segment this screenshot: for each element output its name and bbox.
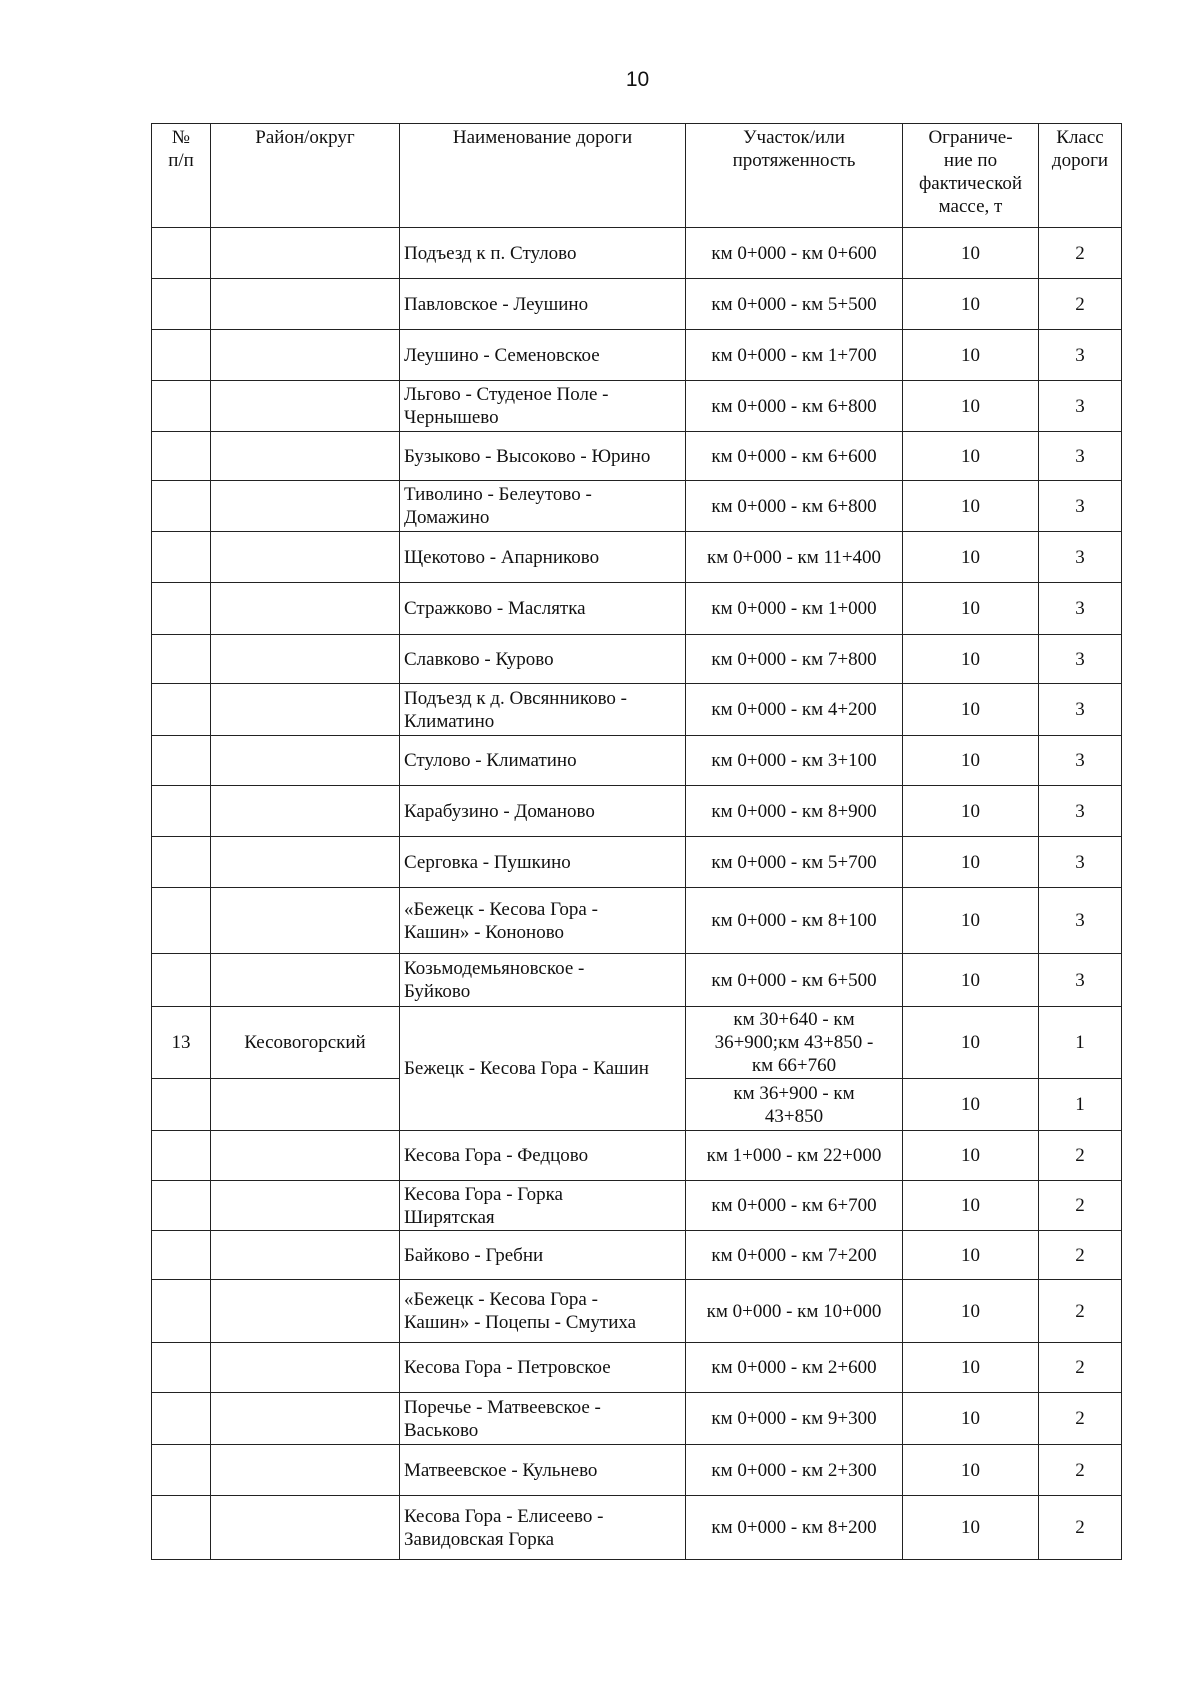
section-cell-line: км 0+000 - км 3+100 <box>711 750 877 771</box>
row-number-cell <box>152 954 211 1007</box>
road-name-cell-line: Серговка - Пушкино <box>404 851 571 873</box>
road-name-cell <box>400 684 686 736</box>
section-cell <box>686 1343 903 1393</box>
section-cell <box>686 279 903 330</box>
row-number-cell <box>152 786 211 837</box>
road-name-cell-line: Стражково - Маслятка <box>404 598 586 619</box>
district-cell <box>211 1231 400 1280</box>
row-number-cell <box>152 837 211 888</box>
table-row <box>152 228 1122 279</box>
header-district: Район/округ <box>211 124 400 228</box>
section-cell <box>686 1181 903 1231</box>
table-row <box>152 330 1122 381</box>
section-cell-line: км 0+000 - км 6+500 <box>711 969 877 991</box>
road-name-cell-line: Поречье - Матвеевское - <box>404 1396 601 1418</box>
section-cell <box>686 954 903 1007</box>
header-number-line: п/п <box>168 150 194 171</box>
header-road-name: Наименование дороги <box>400 124 686 228</box>
page-number: 10 <box>625 68 650 91</box>
district-cell <box>211 837 400 888</box>
road-class-cell: 3 <box>1039 432 1122 481</box>
district-cell <box>211 954 400 1007</box>
section-cell <box>686 583 903 635</box>
road-name-cell-line: Стулово - Климатино <box>404 750 577 771</box>
road-name-cell <box>400 532 686 583</box>
row-number-cell <box>152 279 211 330</box>
mass-limit-cell: 10 <box>903 583 1039 635</box>
row-number-cell <box>152 736 211 786</box>
header-limit <box>903 124 1039 228</box>
road-name-cell <box>400 1131 686 1181</box>
section-cell-line: км 0+000 - км 6+800 <box>711 495 877 517</box>
section-cell <box>686 837 903 888</box>
section-cell-line: км 0+000 - км 1+700 <box>711 344 877 366</box>
table-row <box>152 954 1122 1007</box>
table-row <box>152 837 1122 888</box>
section-cell-line: км 1+000 - км 22+000 <box>706 1145 882 1166</box>
header-limit-line: массе, т <box>938 196 1003 217</box>
table-row <box>152 1131 1122 1181</box>
table-row <box>152 481 1122 532</box>
row-number-cell <box>152 1393 211 1445</box>
road-class-cell: 2 <box>1039 1280 1122 1343</box>
header-class-line: Класс <box>1056 127 1104 148</box>
section-cell-line: км 36+900 - км <box>733 1082 855 1104</box>
road-class-cell: 3 <box>1039 381 1122 432</box>
road-name-cell <box>400 228 686 279</box>
district-cell <box>211 786 400 837</box>
road-class-cell: 2 <box>1039 279 1122 330</box>
mass-limit-cell: 10 <box>903 954 1039 1007</box>
district-cell <box>211 1280 400 1343</box>
road-class-cell: 2 <box>1039 1343 1122 1393</box>
section-cell <box>686 635 903 684</box>
mass-limit-cell: 10 <box>903 532 1039 583</box>
road-name-cell-line: Льгово - Студеное Поле - <box>404 384 609 405</box>
row-number-cell <box>152 583 211 635</box>
row-number-cell <box>152 1231 211 1280</box>
road-name-cell <box>400 330 686 381</box>
road-name-cell-line: Карабузино - Доманово <box>404 800 595 822</box>
row-number-cell <box>152 1181 211 1231</box>
section-cell-line: км 0+000 - км 1+000 <box>711 598 877 619</box>
road-name-cell-line: «Бежецк - Кесова Гора - <box>404 1289 598 1310</box>
road-name-cell <box>400 786 686 837</box>
section-cell-line: км 0+000 - км 4+200 <box>711 699 877 720</box>
section-cell-line: км 66+760 <box>751 1055 837 1076</box>
district-cell <box>211 1393 400 1445</box>
section-cell <box>686 1007 903 1079</box>
road-name-cell-line: Бежецк - Кесова Гора - Кашин <box>404 1058 649 1079</box>
header-section-line: протяженность <box>732 150 856 171</box>
district-cell: Кесовогорский <box>211 1007 400 1079</box>
road-class-cell: 3 <box>1039 684 1122 736</box>
roads-table <box>151 123 1122 1560</box>
section-cell <box>686 432 903 481</box>
header-limit-line: Ограниче- <box>928 127 1013 148</box>
road-name-cell-line: Матвеевское - Кульнево <box>404 1459 598 1481</box>
table-row <box>152 1393 1122 1445</box>
mass-limit-cell: 10 <box>903 837 1039 888</box>
section-cell <box>686 1496 903 1560</box>
district-cell <box>211 1496 400 1560</box>
road-name-cell <box>400 1445 686 1496</box>
district-cell <box>211 381 400 432</box>
district-cell <box>211 684 400 736</box>
district-cell <box>211 635 400 684</box>
header-section <box>686 124 903 228</box>
table-row <box>152 635 1122 684</box>
section-cell <box>686 532 903 583</box>
road-name-cell-line: Подъезд к д. Овсянниково - <box>404 687 627 709</box>
mass-limit-cell: 10 <box>903 228 1039 279</box>
mass-limit-cell: 10 <box>903 330 1039 381</box>
table-row <box>152 888 1122 954</box>
road-name-cell <box>400 279 686 330</box>
section-cell <box>686 228 903 279</box>
section-cell-line: км 0+000 - км 8+900 <box>711 800 877 822</box>
district-cell <box>211 583 400 635</box>
mass-limit-cell: 10 <box>903 888 1039 954</box>
road-name-cell-line: Климатино <box>404 710 495 732</box>
district-cell <box>211 1343 400 1393</box>
section-cell-line: км 0+000 - км 5+500 <box>711 293 877 315</box>
mass-limit-cell: 10 <box>903 432 1039 481</box>
road-name-cell-line: Кашин» - Поцепы - Смутиха <box>404 1312 637 1333</box>
row-number-cell <box>152 381 211 432</box>
road-name-cell-line: Леушино - Семеновское <box>404 344 600 366</box>
district-cell <box>211 888 400 954</box>
road-name-cell-line: Тиволино - Белеутово - <box>404 484 592 505</box>
district-cell <box>211 532 400 583</box>
row-number-cell <box>152 532 211 583</box>
table-row <box>152 583 1122 635</box>
road-name-cell <box>400 381 686 432</box>
road-class-cell: 1 <box>1039 1007 1122 1079</box>
mass-limit-cell: 10 <box>903 736 1039 786</box>
road-name-cell-line: Буйково <box>404 981 471 1002</box>
header-limit-line: ние по <box>943 150 998 171</box>
header-class-line: дороги <box>1051 150 1109 171</box>
header-section-line: Участок/или <box>743 127 845 148</box>
mass-limit-cell: 10 <box>903 1007 1039 1079</box>
section-cell <box>686 1280 903 1343</box>
mass-limit-cell: 10 <box>903 635 1039 684</box>
district-cell <box>211 1181 400 1231</box>
mass-limit-cell: 10 <box>903 1343 1039 1393</box>
row-number-cell <box>152 1496 211 1560</box>
table-row <box>152 432 1122 481</box>
road-name-cell <box>400 583 686 635</box>
section-cell-line: км 0+000 - км 11+400 <box>706 546 882 568</box>
road-name-cell-line: Кесова Гора - Елисеево - <box>404 1505 604 1527</box>
table-row <box>152 1181 1122 1231</box>
road-name-cell-line: Щекотово - Апарниково <box>404 546 600 568</box>
district-cell <box>211 279 400 330</box>
table-row <box>152 1231 1122 1280</box>
section-cell-line: км 0+000 - км 8+100 <box>711 910 877 931</box>
road-class-cell: 3 <box>1039 330 1122 381</box>
table-row <box>152 684 1122 736</box>
table-row <box>152 279 1122 330</box>
road-class-cell: 2 <box>1039 1496 1122 1560</box>
table-row <box>152 1496 1122 1560</box>
district-cell <box>211 481 400 532</box>
road-name-cell-line: Завидовская Горка <box>404 1528 555 1550</box>
table-row <box>152 736 1122 786</box>
table-header-row <box>152 124 1122 228</box>
road-class-cell: 3 <box>1039 837 1122 888</box>
road-class-cell: 3 <box>1039 583 1122 635</box>
section-cell-line: км 0+000 - км 10+000 <box>706 1300 882 1322</box>
header-number <box>152 124 211 228</box>
section-cell-line: км 0+000 - км 5+700 <box>711 851 877 873</box>
road-name-cell <box>400 954 686 1007</box>
section-cell <box>686 381 903 432</box>
mass-limit-cell: 10 <box>903 481 1039 532</box>
road-name-cell-line: Славково - Курово <box>404 648 554 670</box>
section-cell-line: км 0+000 - км 6+700 <box>711 1195 877 1216</box>
row-number-cell <box>152 1079 211 1131</box>
road-class-cell: 3 <box>1039 736 1122 786</box>
road-class-cell: 2 <box>1039 1393 1122 1445</box>
section-cell <box>686 330 903 381</box>
section-cell <box>686 684 903 736</box>
road-name-cell-line: Чернышево <box>404 407 499 428</box>
section-cell <box>686 1231 903 1280</box>
row-number-cell <box>152 1445 211 1496</box>
section-cell-line: км 0+000 - км 6+600 <box>711 445 877 467</box>
district-cell <box>211 228 400 279</box>
road-name-cell <box>400 888 686 954</box>
road-class-cell: 3 <box>1039 481 1122 532</box>
road-name-cell-line: Кашин» - Кононово <box>404 921 565 943</box>
section-cell-line: км 30+640 - км <box>733 1009 855 1030</box>
section-cell-line: км 0+000 - км 9+300 <box>711 1408 877 1429</box>
road-name-cell <box>400 1231 686 1280</box>
row-number-cell <box>152 432 211 481</box>
section-cell <box>686 481 903 532</box>
mass-limit-cell: 10 <box>903 1496 1039 1560</box>
road-class-cell: 2 <box>1039 1445 1122 1496</box>
road-name-cell <box>400 1280 686 1343</box>
mass-limit-cell: 10 <box>903 1445 1039 1496</box>
road-class-cell: 3 <box>1039 954 1122 1007</box>
section-cell-line: 43+850 <box>764 1105 824 1127</box>
road-name-cell <box>400 481 686 532</box>
mass-limit-cell: 10 <box>903 684 1039 736</box>
row-number-cell <box>152 684 211 736</box>
table-row <box>152 786 1122 837</box>
road-class-cell: 2 <box>1039 1231 1122 1280</box>
road-name-cell <box>400 432 686 481</box>
district-cell <box>211 432 400 481</box>
road-class-cell: 2 <box>1039 228 1122 279</box>
road-name-cell-line: Бузыково - Высоково - Юрино <box>404 445 651 467</box>
section-cell-line: км 0+000 - км 2+600 <box>711 1357 877 1378</box>
section-cell-line: км 0+000 - км 8+200 <box>711 1517 877 1538</box>
road-name-cell-line: «Бежецк - Кесова Гора - <box>404 898 598 920</box>
mass-limit-cell: 10 <box>903 279 1039 330</box>
road-name-cell-line: Кесова Гора - Петровское <box>404 1357 611 1378</box>
row-number-cell <box>152 1131 211 1181</box>
table-row <box>152 1445 1122 1496</box>
table-row <box>152 532 1122 583</box>
road-name-cell-line: Васьково <box>404 1419 479 1441</box>
header-limit-line: фактической <box>918 173 1023 194</box>
road-name-cell <box>400 1007 686 1131</box>
table-row <box>152 1007 1122 1079</box>
road-name-cell <box>400 635 686 684</box>
row-number-cell <box>152 1280 211 1343</box>
road-name-cell-line: Подъезд к п. Стулово <box>404 242 577 264</box>
section-cell-line: км 0+000 - км 0+600 <box>711 242 877 264</box>
mass-limit-cell: 10 <box>903 1231 1039 1280</box>
row-number-cell <box>152 635 211 684</box>
district-cell <box>211 1079 400 1131</box>
mass-limit-cell: 10 <box>903 1393 1039 1445</box>
section-cell <box>686 1393 903 1445</box>
section-cell-line: км 0+000 - км 7+800 <box>711 648 877 670</box>
road-class-cell: 3 <box>1039 532 1122 583</box>
road-name-cell <box>400 1496 686 1560</box>
section-cell <box>686 736 903 786</box>
road-name-cell-line: Домажино <box>404 507 490 528</box>
road-name-cell-line: Кесова Гора - Федцово <box>404 1145 589 1166</box>
mass-limit-cell: 10 <box>903 1181 1039 1231</box>
row-number-cell <box>152 330 211 381</box>
mass-limit-cell: 10 <box>903 381 1039 432</box>
road-name-cell <box>400 1181 686 1231</box>
road-class-cell: 2 <box>1039 1131 1122 1181</box>
road-name-cell <box>400 1343 686 1393</box>
road-name-cell-line: Кесова Гора - Горка <box>404 1183 563 1205</box>
row-number-cell <box>152 888 211 954</box>
section-cell-line: км 0+000 - км 6+800 <box>711 395 877 417</box>
row-number-cell <box>152 1343 211 1393</box>
road-class-cell: 3 <box>1039 888 1122 954</box>
district-cell <box>211 330 400 381</box>
road-name-cell <box>400 837 686 888</box>
road-class-cell: 1 <box>1039 1079 1122 1131</box>
road-name-cell-line: Байково - Гребни <box>404 1244 544 1266</box>
road-name-cell <box>400 736 686 786</box>
table-row <box>152 1343 1122 1393</box>
district-cell <box>211 736 400 786</box>
header-class <box>1039 124 1122 228</box>
table-row <box>152 1280 1122 1343</box>
section-cell <box>686 786 903 837</box>
section-cell-line: км 0+000 - км 2+300 <box>711 1459 877 1481</box>
district-cell <box>211 1131 400 1181</box>
header-number-line: № <box>171 127 191 148</box>
district-cell <box>211 1445 400 1496</box>
section-cell-line: 36+900;км 43+850 - <box>714 1032 874 1053</box>
row-number-cell <box>152 481 211 532</box>
road-class-cell: 3 <box>1039 786 1122 837</box>
road-name-cell-line: Козьмодемьяновское - <box>404 958 585 979</box>
row-number-cell: 13 <box>152 1007 211 1079</box>
section-cell-line: км 0+000 - км 7+200 <box>711 1244 877 1266</box>
section-cell <box>686 888 903 954</box>
mass-limit-cell: 10 <box>903 786 1039 837</box>
row-number-cell <box>152 228 211 279</box>
road-class-cell: 2 <box>1039 1181 1122 1231</box>
mass-limit-cell: 10 <box>903 1280 1039 1343</box>
road-name-cell <box>400 1393 686 1445</box>
road-name-cell-line: Павловское - Леушино <box>404 293 589 315</box>
section-cell <box>686 1445 903 1496</box>
table-row <box>152 381 1122 432</box>
mass-limit-cell: 10 <box>903 1131 1039 1181</box>
section-cell <box>686 1079 903 1131</box>
road-name-cell-line: Ширятская <box>404 1206 495 1228</box>
section-cell <box>686 1131 903 1181</box>
road-class-cell: 3 <box>1039 635 1122 684</box>
mass-limit-cell: 10 <box>903 1079 1039 1131</box>
